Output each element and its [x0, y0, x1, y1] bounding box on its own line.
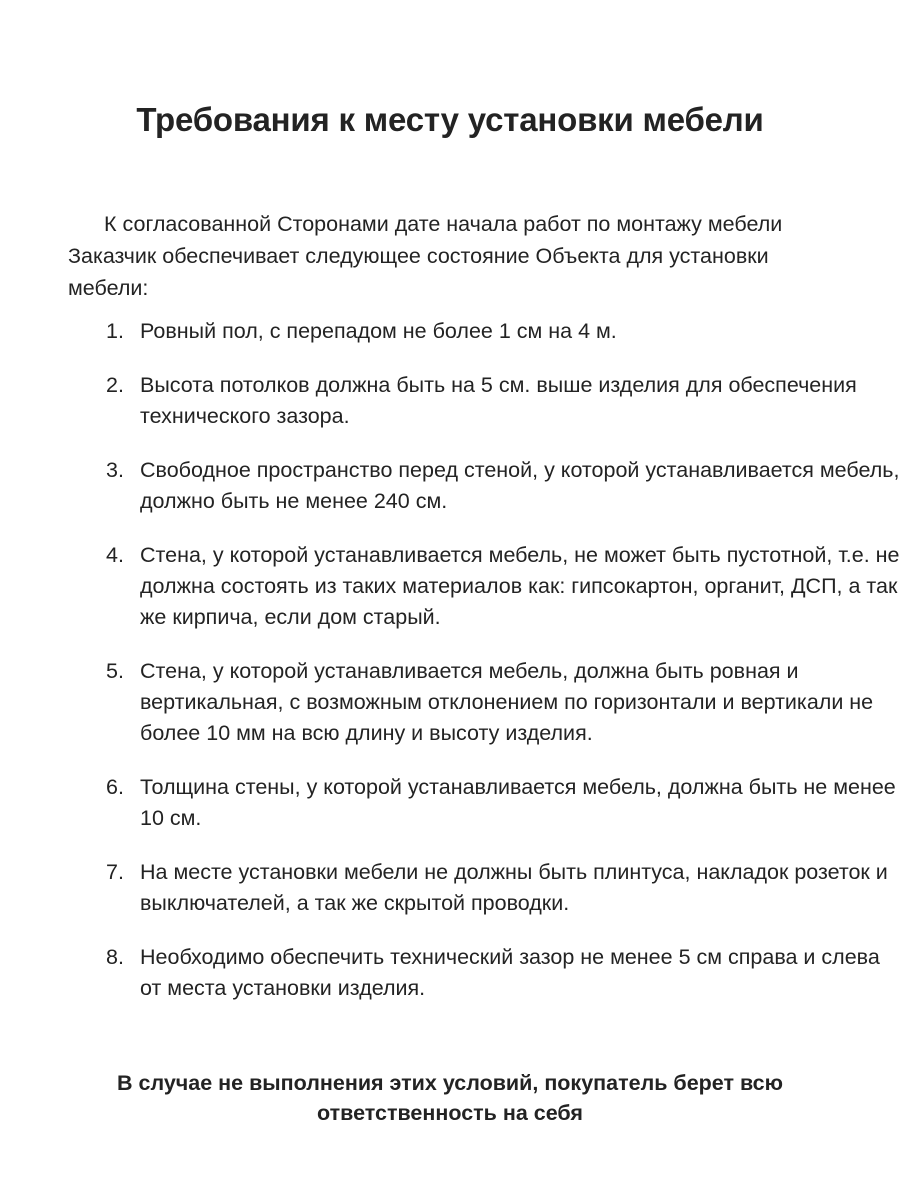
- page-title: Требования к месту установки мебели: [136, 101, 764, 139]
- list-item-number: 7.: [106, 860, 124, 884]
- list-item-number: 3.: [106, 458, 124, 482]
- requirements-list: [62, 316, 900, 1027]
- list-item-text: Стена, у которой устанавливается мебель, должна быть ровная и вертикальная, с возможным отклонением по горизонтали и вертикали не более 10 мм на всю длину и высоту изделия.: [140, 659, 874, 745]
- list-item-text: Свободное пространство перед стеной, у которой устанавливается мебель, должно быть не менее 240 см.: [140, 458, 900, 513]
- list-item-text: Высота потолков должна быть на 5 см. выше изделия для обеспечения технического зазора.: [140, 373, 857, 428]
- list-item-text: Необходимо обеспечить технический зазор не менее 5 см справа и слева от места установки изделия.: [140, 945, 880, 1000]
- list-item-number: 4.: [106, 543, 124, 567]
- list-item: [102, 316, 900, 347]
- list-item-text: Стена, у которой устанавливается мебель, не может быть пустотной, т.е. не должна состоять из таких материалов как: гипсокартон, органит, ДСП, а так же кирпича, если дом старый.: [140, 543, 900, 629]
- list-item: [102, 942, 900, 1004]
- intro-paragraph: К согласованной Сторонами дате начала работ по монтажу мебели Заказчик обеспечивает следующее состояние Объекта для установки мебели:: [68, 211, 783, 300]
- list-item-number: 2.: [106, 373, 124, 397]
- list-item-text: Толщина стены, у которой устанавливается мебель, должна быть не менее 10 см.: [140, 775, 896, 830]
- list-item: [102, 857, 900, 919]
- list-item-number: 6.: [106, 775, 124, 799]
- list-item: [102, 772, 900, 834]
- list-item-text: Ровный пол, с перепадом не более 1 см на 4 м.: [140, 319, 617, 343]
- list-item: [102, 540, 900, 633]
- list-item-number: 5.: [106, 659, 124, 683]
- footer-disclaimer: В случае не выполнения этих условий, покупатель берет всю ответственность на себя: [117, 1070, 783, 1125]
- list-item-number: 8.: [106, 945, 124, 969]
- list-item-text: На месте установки мебели не должны быть плинтуса, накладок розеток и выключателей, а так же скрытой проводки.: [140, 860, 888, 915]
- list-item: [102, 455, 900, 517]
- list-item-number: 1.: [106, 319, 124, 343]
- list-item: [102, 656, 900, 749]
- list-item: [102, 370, 900, 432]
